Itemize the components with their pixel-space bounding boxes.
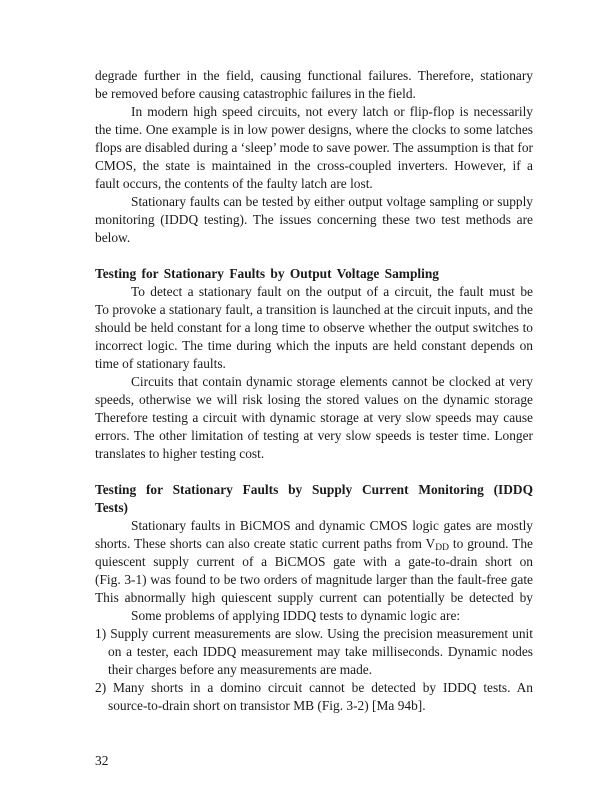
text-line: fault occurs, the contents of the faulty latch are lost. — [95, 176, 373, 191]
section-heading: Testing for Stationary Faults by Supply Current Monitoring (IDDQ Tests) — [95, 482, 533, 515]
text-line: flops are disabled during a ‘sleep’ mode to save power. The assumption is that for — [95, 140, 533, 155]
text-span: to ground. The — [448, 536, 533, 551]
text-line: errors. The other limitation of testing at very slow speeds is tester time. Longer — [95, 428, 533, 443]
subscript: DD — [435, 543, 449, 553]
text-line: speeds, otherwise we will risk losing the stored values on the dynamic storage — [95, 392, 533, 407]
text-line: source-to-drain short on transistor MB (Fig. 3-2) [Ma 94b]. — [108, 698, 426, 713]
paragraph — [95, 607, 533, 625]
list-item — [95, 679, 533, 715]
paragraph — [95, 373, 533, 463]
paragraph — [95, 283, 533, 373]
text-line: Therefore testing a circuit with dynamic storage at very slow speeds may cause — [95, 410, 533, 425]
text-line: quiescent supply current of a BiCMOS gate with a gate-to-drain short on — [95, 554, 533, 569]
text-line: incorrect logic. The time during which the inputs are held constant depends on — [95, 338, 533, 353]
text-line: (Fig. 3-1) was found to be two orders of magnitude larger than the fault-free gate — [95, 572, 533, 587]
page-number: 32 — [95, 753, 109, 768]
text-line: their charges before any measurements are made. — [108, 662, 373, 677]
text-line: CMOS, the state is maintained in the cross-coupled inverters. However, if a — [95, 158, 533, 173]
text-line: the time. One example is in low power designs, where the clocks to some latches — [95, 122, 533, 137]
text-line: 2) Many shorts in a domino circuit cannot be detected by IDDQ tests. An — [95, 680, 533, 695]
text-line: To provoke a stationary fault, a transition is launched at the circuit inputs, and the — [95, 302, 533, 317]
text-line: This abnormally high quiescent supply current can potentially be detected by — [95, 590, 533, 605]
text-line: below. — [95, 230, 131, 245]
list-item — [95, 625, 533, 679]
page-body — [95, 67, 533, 715]
text-line: Stationary faults can be tested by either output voltage sampling or supply — [131, 194, 533, 209]
text-line: In modern high speed circuits, not every latch or flip-flop is necessarily — [131, 104, 533, 119]
text-line: Stationary faults in BiCMOS and dynamic CMOS logic gates are mostly — [131, 518, 533, 533]
text-line: translates to higher testing cost. — [95, 446, 265, 461]
text-line: on a tester, each IDDQ measurement may take milliseconds. Dynamic nodes — [108, 644, 533, 659]
text-line: To detect a stationary fault on the output of a circuit, the fault must be — [131, 284, 533, 299]
text-line: should be held constant for a long time to observe whether the output switches to — [95, 320, 533, 335]
text-line: Some problems of applying IDDQ tests to dynamic logic are: — [131, 608, 461, 623]
text-span: shorts. These shorts can also create static current paths from V — [95, 536, 436, 551]
paragraph — [95, 103, 533, 193]
section-heading: Testing for Stationary Faults by Output Voltage Sampling — [95, 266, 439, 281]
text-line: 1) Supply current measurements are slow. Using the precision measurement unit — [95, 626, 533, 641]
paragraph — [95, 193, 533, 247]
paragraph — [95, 67, 533, 103]
paragraph — [95, 517, 533, 607]
text-line: degrade further in the field, causing functional failures. Therefore, stationary — [95, 68, 533, 83]
text-line: time of stationary faults. — [95, 356, 226, 371]
text-line: Circuits that contain dynamic storage elements cannot be clocked at very — [131, 374, 533, 389]
text-line: be removed before causing catastrophic failures in the field. — [95, 86, 416, 101]
text-line — [95, 535, 533, 553]
text-line: monitoring (IDDQ testing). The issues concerning these two test methods are — [95, 212, 533, 227]
